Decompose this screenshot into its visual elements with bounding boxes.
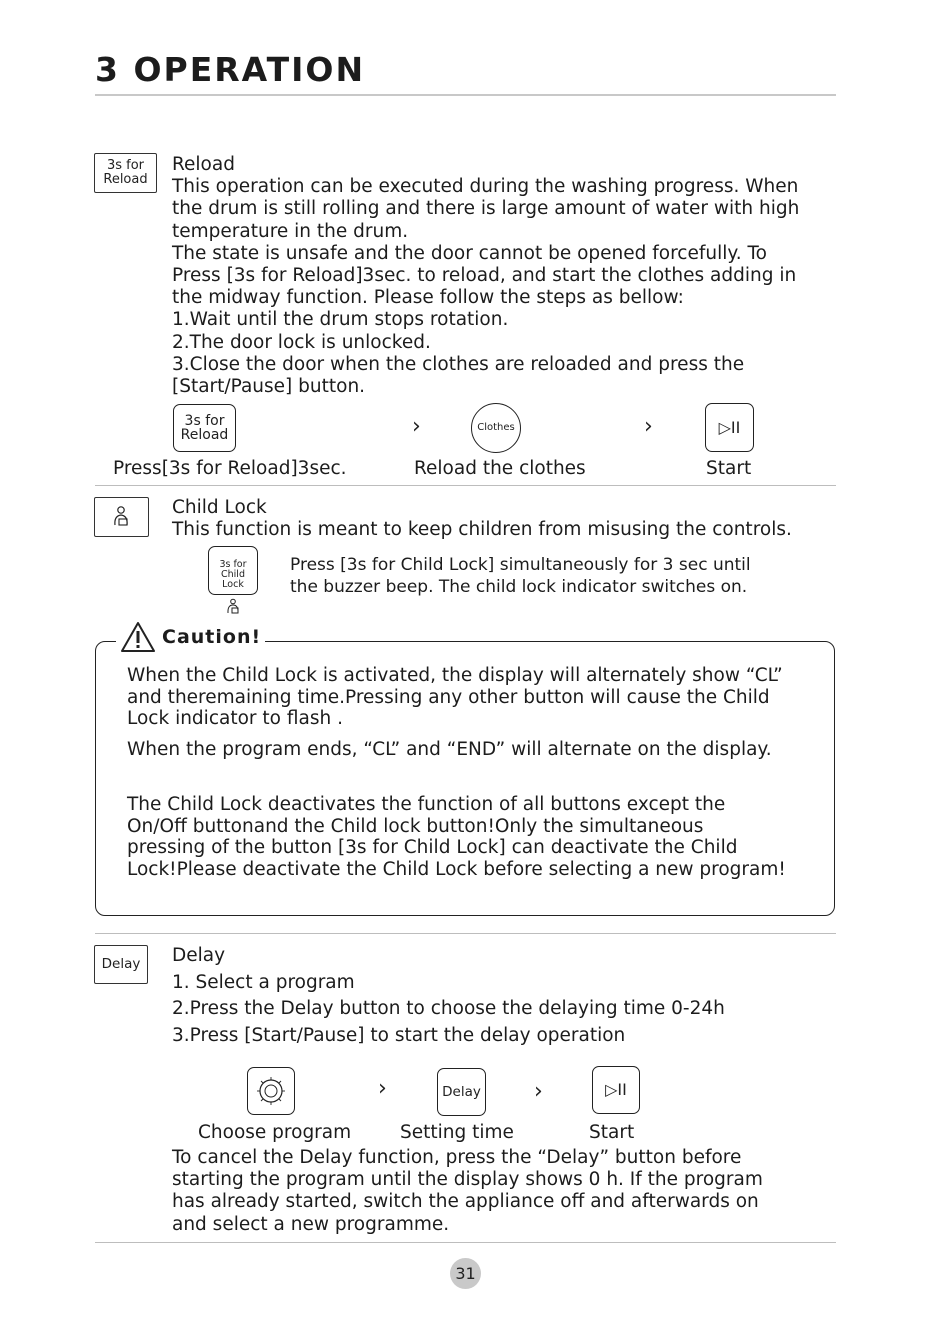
caution-paragraph-3 bbox=[127, 794, 786, 881]
title-divider bbox=[95, 94, 836, 96]
warning-icon bbox=[120, 621, 156, 653]
delay-step-button bbox=[437, 1068, 486, 1116]
reload-line: 3.Close the door when the clothes are reloaded and press the bbox=[172, 353, 745, 375]
delay-cancel-line: and select a new programme. bbox=[172, 1213, 450, 1235]
delay-text bbox=[172, 943, 725, 1050]
section-divider bbox=[95, 1242, 836, 1243]
reload-line: the midway function. Please follow the steps as bellow: bbox=[172, 287, 684, 309]
reload-step-label: 3s for Reload bbox=[180, 413, 229, 443]
reload-title: Reload bbox=[172, 154, 235, 175]
caution-line: Lock indicator to flash . bbox=[127, 708, 343, 730]
play-pause-icon: ▷II bbox=[605, 1080, 627, 1099]
reload-line: the drum is still rolling and there is large amount of water with high bbox=[172, 198, 800, 220]
caution-line: The Child Lock deactivates the function of all buttons except the bbox=[127, 794, 726, 815]
child-lock-title: Child Lock bbox=[172, 497, 267, 518]
child-lock-icon bbox=[95, 498, 148, 536]
caution-line: Lock!Please deactivate the Child Lock before selecting a new program! bbox=[127, 859, 786, 881]
child-lock-button-label: 3s for Child Lock bbox=[219, 559, 247, 590]
child-lock-small-icon bbox=[224, 597, 244, 617]
reload-line: 2.The door lock is unlocked. bbox=[172, 331, 431, 353]
child-lock-button bbox=[208, 546, 258, 595]
reload-icon-box bbox=[94, 153, 157, 193]
arrow-right-icon: › bbox=[534, 1079, 543, 1104]
child-lock-instruction-line: the buzzer beep. The child lock indicator switches on. bbox=[290, 577, 748, 597]
delay-step: 3.Press [Start/Pause] to start the delay operation bbox=[172, 1025, 626, 1047]
delay-step: 2.Press the Delay button to choose the delaying time 0-24h bbox=[172, 998, 725, 1020]
caution-line: and theremaining time.Pressing any other button will cause the Child bbox=[127, 686, 770, 708]
section-divider bbox=[95, 933, 836, 934]
reload-line: This operation can be executed during the washing progress. When bbox=[172, 176, 799, 198]
delay-step-label: Delay bbox=[442, 1084, 481, 1100]
caution-line: When the Child Lock is activated, the display will alternately show “CL” bbox=[127, 665, 783, 686]
caution-title: Caution! bbox=[162, 626, 262, 648]
program-dial-icon bbox=[248, 1068, 294, 1114]
child-lock-icon-box bbox=[94, 497, 149, 537]
delay-step: 1. Select a program bbox=[172, 971, 355, 993]
delay-caption: Setting time bbox=[400, 1122, 514, 1143]
arrow-right-icon: › bbox=[412, 414, 421, 439]
section-divider bbox=[95, 485, 836, 486]
reload-text bbox=[172, 154, 799, 398]
clothes-step-label: Clothes bbox=[477, 422, 515, 433]
page-number: 31 bbox=[450, 1258, 481, 1289]
reload-line: Press [3s for Reload]3sec. to reload, and start the clothes adding in bbox=[172, 265, 797, 287]
reload-step-button bbox=[173, 404, 236, 452]
reload-line: temperature in the drum. bbox=[172, 220, 409, 242]
program-dial-button bbox=[247, 1067, 295, 1115]
caution-line: pressing of the button [3s for Child Lock] can deactivate the Child bbox=[127, 837, 738, 859]
reload-caption: Reload the clothes bbox=[414, 458, 586, 479]
arrow-right-icon: › bbox=[644, 414, 653, 439]
caution-paragraph-1 bbox=[127, 665, 783, 730]
delay-cancel-line: has already started, switch the appliance off and afterwards on bbox=[172, 1191, 759, 1213]
caution-line: On/Off buttonand the Child lock button!Only the simultaneous bbox=[127, 815, 704, 837]
arrow-right-icon: › bbox=[378, 1076, 387, 1101]
caution-paragraph-2 bbox=[127, 739, 772, 761]
play-pause-icon: ▷II bbox=[718, 418, 741, 437]
delay-icon-label: Delay bbox=[101, 956, 141, 972]
reload-icon-label: 3s for Reload bbox=[103, 158, 148, 187]
page-title: 3 OPERATION bbox=[95, 50, 366, 89]
reload-line: [Start/Pause] button. bbox=[172, 376, 366, 398]
child-lock-instructions bbox=[290, 554, 751, 598]
clothes-step-button bbox=[471, 403, 521, 453]
caution-header bbox=[116, 621, 265, 653]
delay-caption: Choose program bbox=[198, 1122, 352, 1143]
child-lock-description: This function is meant to keep children from misusing the controls. bbox=[172, 519, 792, 541]
start-pause-step-button bbox=[705, 403, 754, 452]
delay-icon-box bbox=[94, 945, 148, 984]
reload-line: The state is unsafe and the door cannot be opened forcefully. To bbox=[172, 242, 767, 264]
child-lock-text bbox=[172, 497, 792, 541]
delay-title: Delay bbox=[172, 945, 226, 966]
child-lock-instruction-line: Press [3s for Child Lock] simultaneously for 3 sec until bbox=[290, 555, 751, 575]
start-pause-step-button bbox=[592, 1066, 640, 1114]
reload-line: 1.Wait until the drum stops rotation. bbox=[172, 309, 509, 331]
reload-caption: Start bbox=[706, 458, 752, 479]
delay-cancel-line: To cancel the Delay function, press the “Delay” button before bbox=[172, 1147, 742, 1168]
delay-cancel-line: starting the program until the display shows 0 h. If the program bbox=[172, 1169, 763, 1191]
delay-caption: Start bbox=[589, 1122, 635, 1143]
reload-caption: Press[3s for Reload]3sec. bbox=[113, 458, 347, 479]
delay-cancel-text bbox=[172, 1147, 763, 1236]
caution-line: When the program ends, “CL” and “END” will alternate on the display. bbox=[127, 739, 772, 760]
